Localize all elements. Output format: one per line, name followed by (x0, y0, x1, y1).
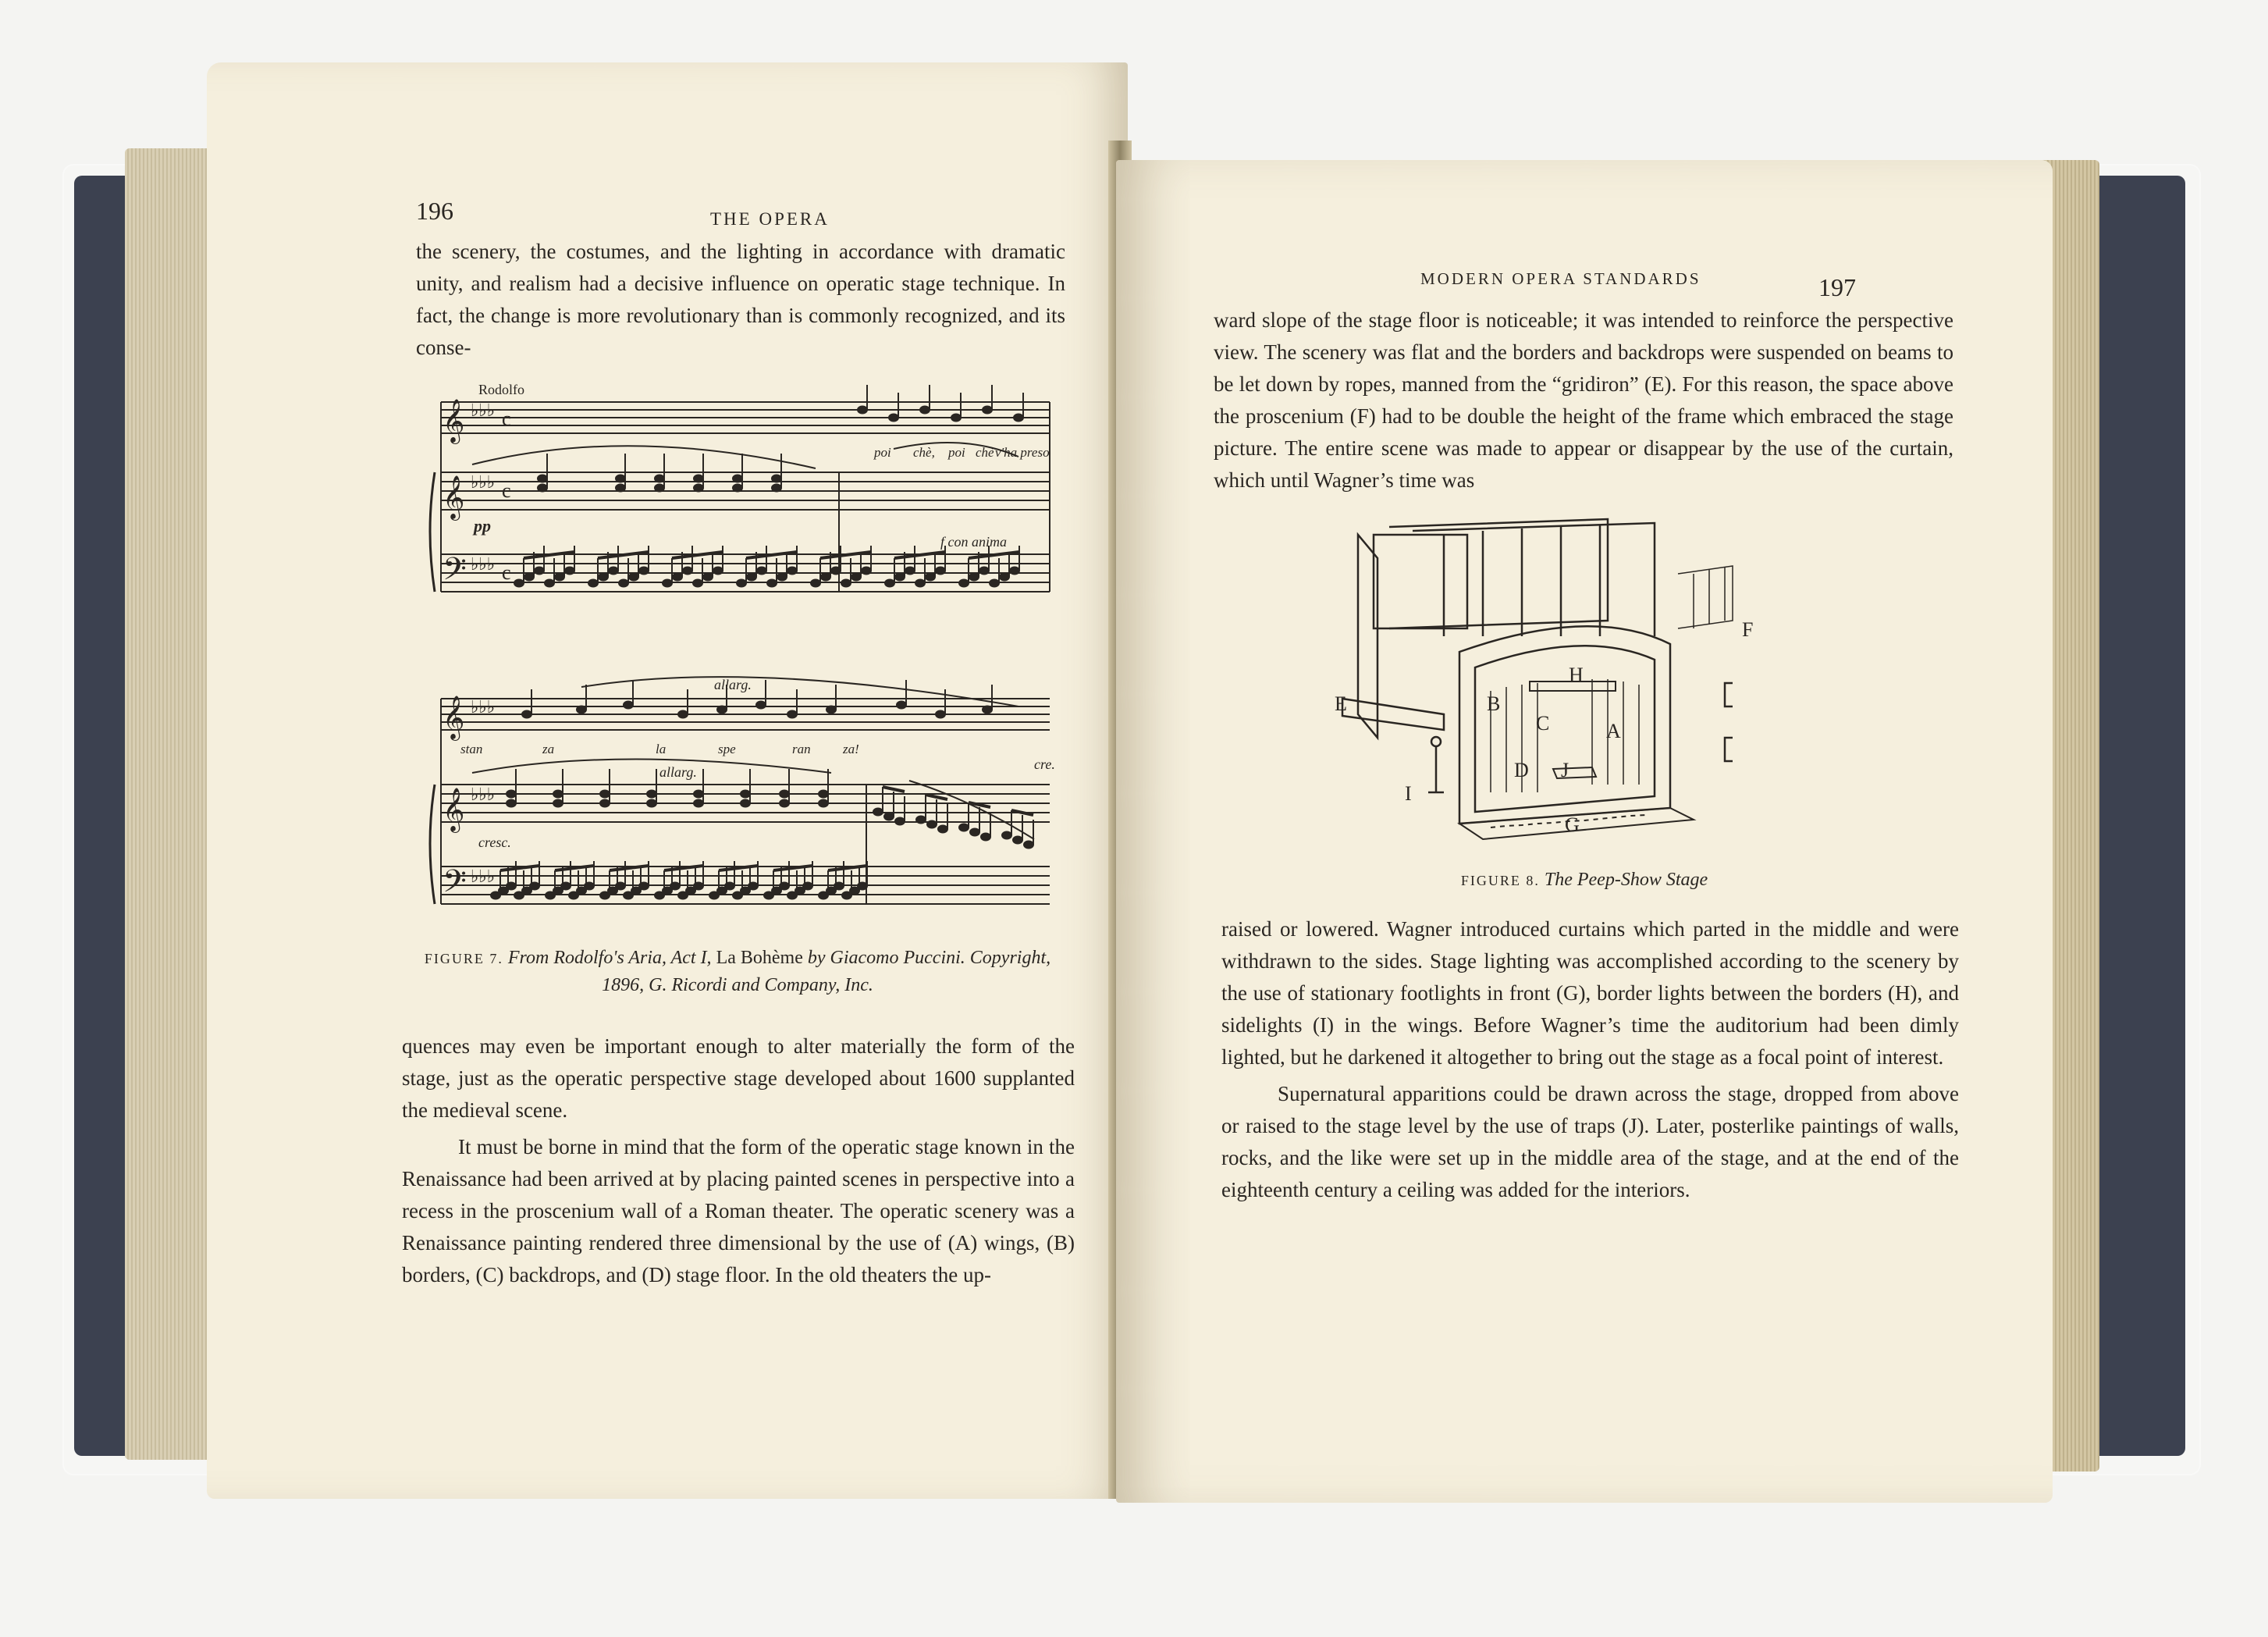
note-head (694, 800, 703, 807)
note-head (737, 580, 746, 587)
note-head (694, 475, 703, 482)
note-head (600, 791, 610, 798)
score-marking-pp: pp (474, 516, 491, 536)
note-head (936, 711, 945, 718)
note-head (647, 800, 656, 807)
peep-show-stage-figure (1327, 511, 1764, 855)
note-head (577, 706, 586, 714)
note-head (858, 883, 867, 890)
figure-label-B: B (1487, 692, 1501, 715)
note-head (713, 568, 723, 575)
caption-label-figure-7: FIGURE 7. (424, 951, 503, 966)
note-beam (883, 787, 905, 792)
svg-text:♭♭♭: ♭♭♭ (471, 867, 496, 886)
note-head (538, 485, 547, 492)
note-head (885, 580, 894, 587)
note-head (920, 407, 930, 414)
svg-text:c: c (502, 407, 511, 430)
left-bottom-text-block (402, 1030, 1075, 1296)
note-head (616, 485, 625, 492)
page-number-right: 197 (1818, 273, 1856, 301)
note-head (553, 791, 563, 798)
note-head (959, 580, 969, 587)
note-head (834, 883, 844, 890)
figure-label-A: A (1606, 720, 1621, 742)
note-head (811, 580, 820, 587)
note-head (733, 485, 742, 492)
note-head (538, 475, 547, 482)
note-head (1010, 568, 1019, 575)
music-score-figure (425, 379, 1073, 941)
lyric-syllable: za (542, 742, 555, 756)
note-head (748, 883, 758, 890)
note-head (673, 574, 682, 581)
score-marking-f-con-anima: f con anima (940, 534, 1007, 550)
note-head (959, 824, 969, 831)
note-head (609, 568, 618, 575)
svg-text:♭♭♭: ♭♭♭ (471, 554, 496, 574)
left-para-1: quences may even be important enough to alter materially the form of the stage, just as the operatic perspective stage developed about 1600 supplanted the medieval scene. (402, 1034, 1075, 1122)
lyric-syllable: spe (718, 742, 736, 756)
caption-title-peep-show: The Peep-Show Stage (1544, 870, 1708, 890)
figure-label-I: I (1405, 782, 1412, 805)
note-head (926, 574, 935, 581)
note-beam (926, 795, 947, 799)
caption-opera-title: La Bohème (716, 948, 803, 968)
note-head (1013, 837, 1022, 844)
note-head (553, 800, 563, 807)
note-head (741, 800, 750, 807)
svg-text:♭♭♭: ♭♭♭ (471, 400, 496, 420)
note-head (703, 574, 713, 581)
note-head (588, 580, 598, 587)
note-head (756, 702, 766, 709)
lyric-syllable: poi (948, 445, 965, 460)
svg-text:♭♭♭: ♭♭♭ (471, 785, 496, 804)
note-head (639, 883, 649, 890)
svg-text:♭♭♭: ♭♭♭ (471, 472, 496, 492)
note-head (530, 883, 539, 890)
lyric-syllable: poi (874, 445, 891, 460)
caption-line2: 1896, G. Ricordi and Company, Inc. (602, 975, 873, 995)
lyric-syllable: ran (792, 742, 811, 756)
caption-label-figure-8: FIGURE 8. (1460, 873, 1540, 888)
note-head (889, 415, 898, 422)
treble-clef-icon: 𝄞 (443, 477, 465, 518)
note-head (1024, 842, 1033, 849)
score-marking-cre: cre. (1034, 756, 1055, 772)
note-head (858, 407, 867, 414)
left-top-text: the scenery, the costumes, and the lighting in accordance with dramatic unity, and realism had a decisive influence on operatic stage technique. In fact, the change is more revolutionary than is commonly recognized, and its conse- (416, 240, 1065, 359)
score-marking-allarg-2: allarg. (659, 764, 697, 780)
note-head (827, 706, 836, 714)
lyric-syllable: chè (976, 445, 994, 460)
caption-line1: From Rodolfo's Aria, Act I, (507, 948, 712, 968)
note-head (629, 574, 638, 581)
note-head (670, 883, 680, 890)
note-head (969, 574, 979, 581)
note-head (873, 809, 883, 816)
right-top-text: ward slope of the stage floor is noticeable; it was intended to reinforce the perspective view. The scenery was flat and the borders and backdrops were suspended on beams to be let down by ropes, manned from the “gridiron” (E). For this reason, the space above the proscenium (F) had to be double the height of the frame which embraced the stage picture. The entire scene was made to appear or disappear by the use of the curtain, which until Wagner’s time was (1214, 308, 1953, 492)
left-top-text-block (416, 236, 1065, 368)
note-head (990, 580, 999, 587)
treble-clef-icon: 𝄞 (443, 697, 465, 738)
note-head (803, 883, 812, 890)
note-head (522, 711, 531, 718)
note-head (780, 791, 789, 798)
note-head (747, 574, 756, 581)
bass-clef-icon: 𝄢 (443, 865, 467, 906)
note-head (895, 574, 905, 581)
staff-piano-treble-1 (441, 472, 1050, 510)
note-head (683, 568, 692, 575)
note-head (916, 817, 926, 824)
figure-label-E: E (1335, 692, 1347, 715)
lyric-syllable: v'ha preso (995, 445, 1050, 460)
note-head (694, 883, 703, 890)
note-head (599, 574, 608, 581)
score-singer-name: Rodolfo (478, 382, 525, 397)
note-head (757, 568, 766, 575)
caption-by: by Giacomo Puccini. Copyright, (807, 948, 1051, 968)
note-head (905, 568, 915, 575)
bass-clef-icon: 𝄢 (443, 553, 467, 594)
note-head (647, 791, 656, 798)
note-head (851, 574, 861, 581)
figure-label-D: D (1514, 759, 1529, 781)
note-head (694, 485, 703, 492)
note-head (772, 485, 781, 492)
note-head (979, 568, 989, 575)
note-head (983, 706, 992, 714)
note-head (927, 821, 937, 828)
note-head (780, 883, 789, 890)
right-bottom-text-block (1221, 913, 1959, 1211)
lyric-syllable: chè, (913, 445, 935, 460)
score-marking-cresc: cresc. (478, 835, 511, 850)
note-head (585, 883, 594, 890)
figure-label-C: C (1536, 712, 1550, 735)
note-head (862, 568, 871, 575)
note-head (565, 568, 574, 575)
svg-text:c: c (502, 479, 511, 502)
svg-text:c: c (502, 561, 511, 584)
right-top-text-block (1214, 304, 1953, 501)
note-head (1000, 574, 1009, 581)
note-head (507, 883, 516, 890)
note-head (725, 883, 734, 890)
lyric-syllable: la (656, 742, 667, 756)
note-head (733, 475, 742, 482)
note-head (524, 574, 534, 581)
treble-clef-icon: 𝄞 (443, 400, 465, 442)
right-para-1: raised or lowered. Wagner introduced curtains which parted in the middle and were withdrawn to the sides. Stage lighting was accomplished according to the scenery by the use of stationary footlights in front (G), border lights between the borders (H), and sidelights (I) in the wings. Before Wagner’s time the auditorium had been dimly lighted, but he darkened it altogether to bring out the stage as a focal point of interest. (1221, 917, 1959, 1069)
note-head (819, 800, 828, 807)
note-head (787, 568, 797, 575)
note-head (951, 415, 961, 422)
treble-clef-icon: 𝄞 (443, 789, 465, 831)
note-head (561, 883, 571, 890)
running-head-right: MODERN OPERA STANDARDS (1420, 269, 1701, 288)
note-head (1014, 415, 1023, 422)
note-head (970, 829, 979, 836)
left-para-2: It must be borne in mind that the form of the operatic stage known in the Renaissance had been arrived at by placing painted scenes in perspective into a recess in the proscenium wall of a Roman theater. The operatic scenery was a Renaissance painting rendered three dimensional by the use of (A) wings, (B) borders, (C) backdrops, and (D) stage floor. In the old theaters the up- (402, 1135, 1075, 1286)
note-head (767, 580, 777, 587)
figure-label-F: F (1742, 618, 1754, 641)
note-head (841, 580, 851, 587)
note-head (545, 580, 554, 587)
note-head (897, 702, 906, 709)
figure-7-caption (394, 945, 1081, 998)
note-head (819, 791, 828, 798)
note-head (616, 883, 625, 890)
lyric-syllable: za! (843, 742, 859, 756)
note-head (938, 826, 947, 833)
figure-label-J: J (1561, 759, 1569, 781)
note-head (1002, 832, 1011, 839)
lyric-syllable: stan (460, 742, 483, 756)
note-head (555, 574, 564, 581)
svg-text:♭♭♭: ♭♭♭ (471, 697, 496, 717)
note-head (717, 706, 727, 714)
note-head (616, 475, 625, 482)
left-page (207, 62, 1128, 1499)
note-head (663, 580, 672, 587)
note-head (936, 568, 945, 575)
note-head (514, 580, 524, 587)
note-head (983, 407, 992, 414)
note-head (884, 813, 894, 820)
note-head (507, 800, 516, 807)
right-page (1116, 160, 2053, 1503)
note-head (821, 574, 830, 581)
note-head (507, 791, 516, 798)
note-head (600, 800, 610, 807)
note-head (624, 702, 633, 709)
note-head (639, 568, 649, 575)
note-head (655, 485, 664, 492)
note-head (693, 580, 702, 587)
note-head (535, 568, 544, 575)
note-head (780, 800, 789, 807)
note-head (741, 791, 750, 798)
note-head (619, 580, 628, 587)
note-head (895, 818, 905, 825)
score-marking-allarg-1: allarg. (714, 677, 752, 692)
note-head (915, 580, 925, 587)
figure-8-caption (1311, 867, 1857, 894)
right-para-2: Supernatural apparitions could be drawn across the stage, dropped from above or raised to the stage level by the use of traps (J). Later, posterlike paintings of walls, rocks, and the like were set up in the middle area of the stage, and at the end of the eighteenth century a ceiling was added for the interiors. (1221, 1082, 1959, 1201)
figure-label-G: G (1565, 813, 1580, 836)
note-head (772, 475, 781, 482)
note-head (831, 568, 841, 575)
note-head (678, 711, 688, 718)
figure-label-H: H (1569, 664, 1584, 686)
note-head (787, 711, 797, 718)
note-head (655, 475, 664, 482)
note-head (777, 574, 787, 581)
running-head-left: THE OPERA (710, 209, 830, 229)
page-number-left: 196 (416, 197, 453, 225)
note-head (981, 834, 990, 841)
note-head (694, 791, 703, 798)
